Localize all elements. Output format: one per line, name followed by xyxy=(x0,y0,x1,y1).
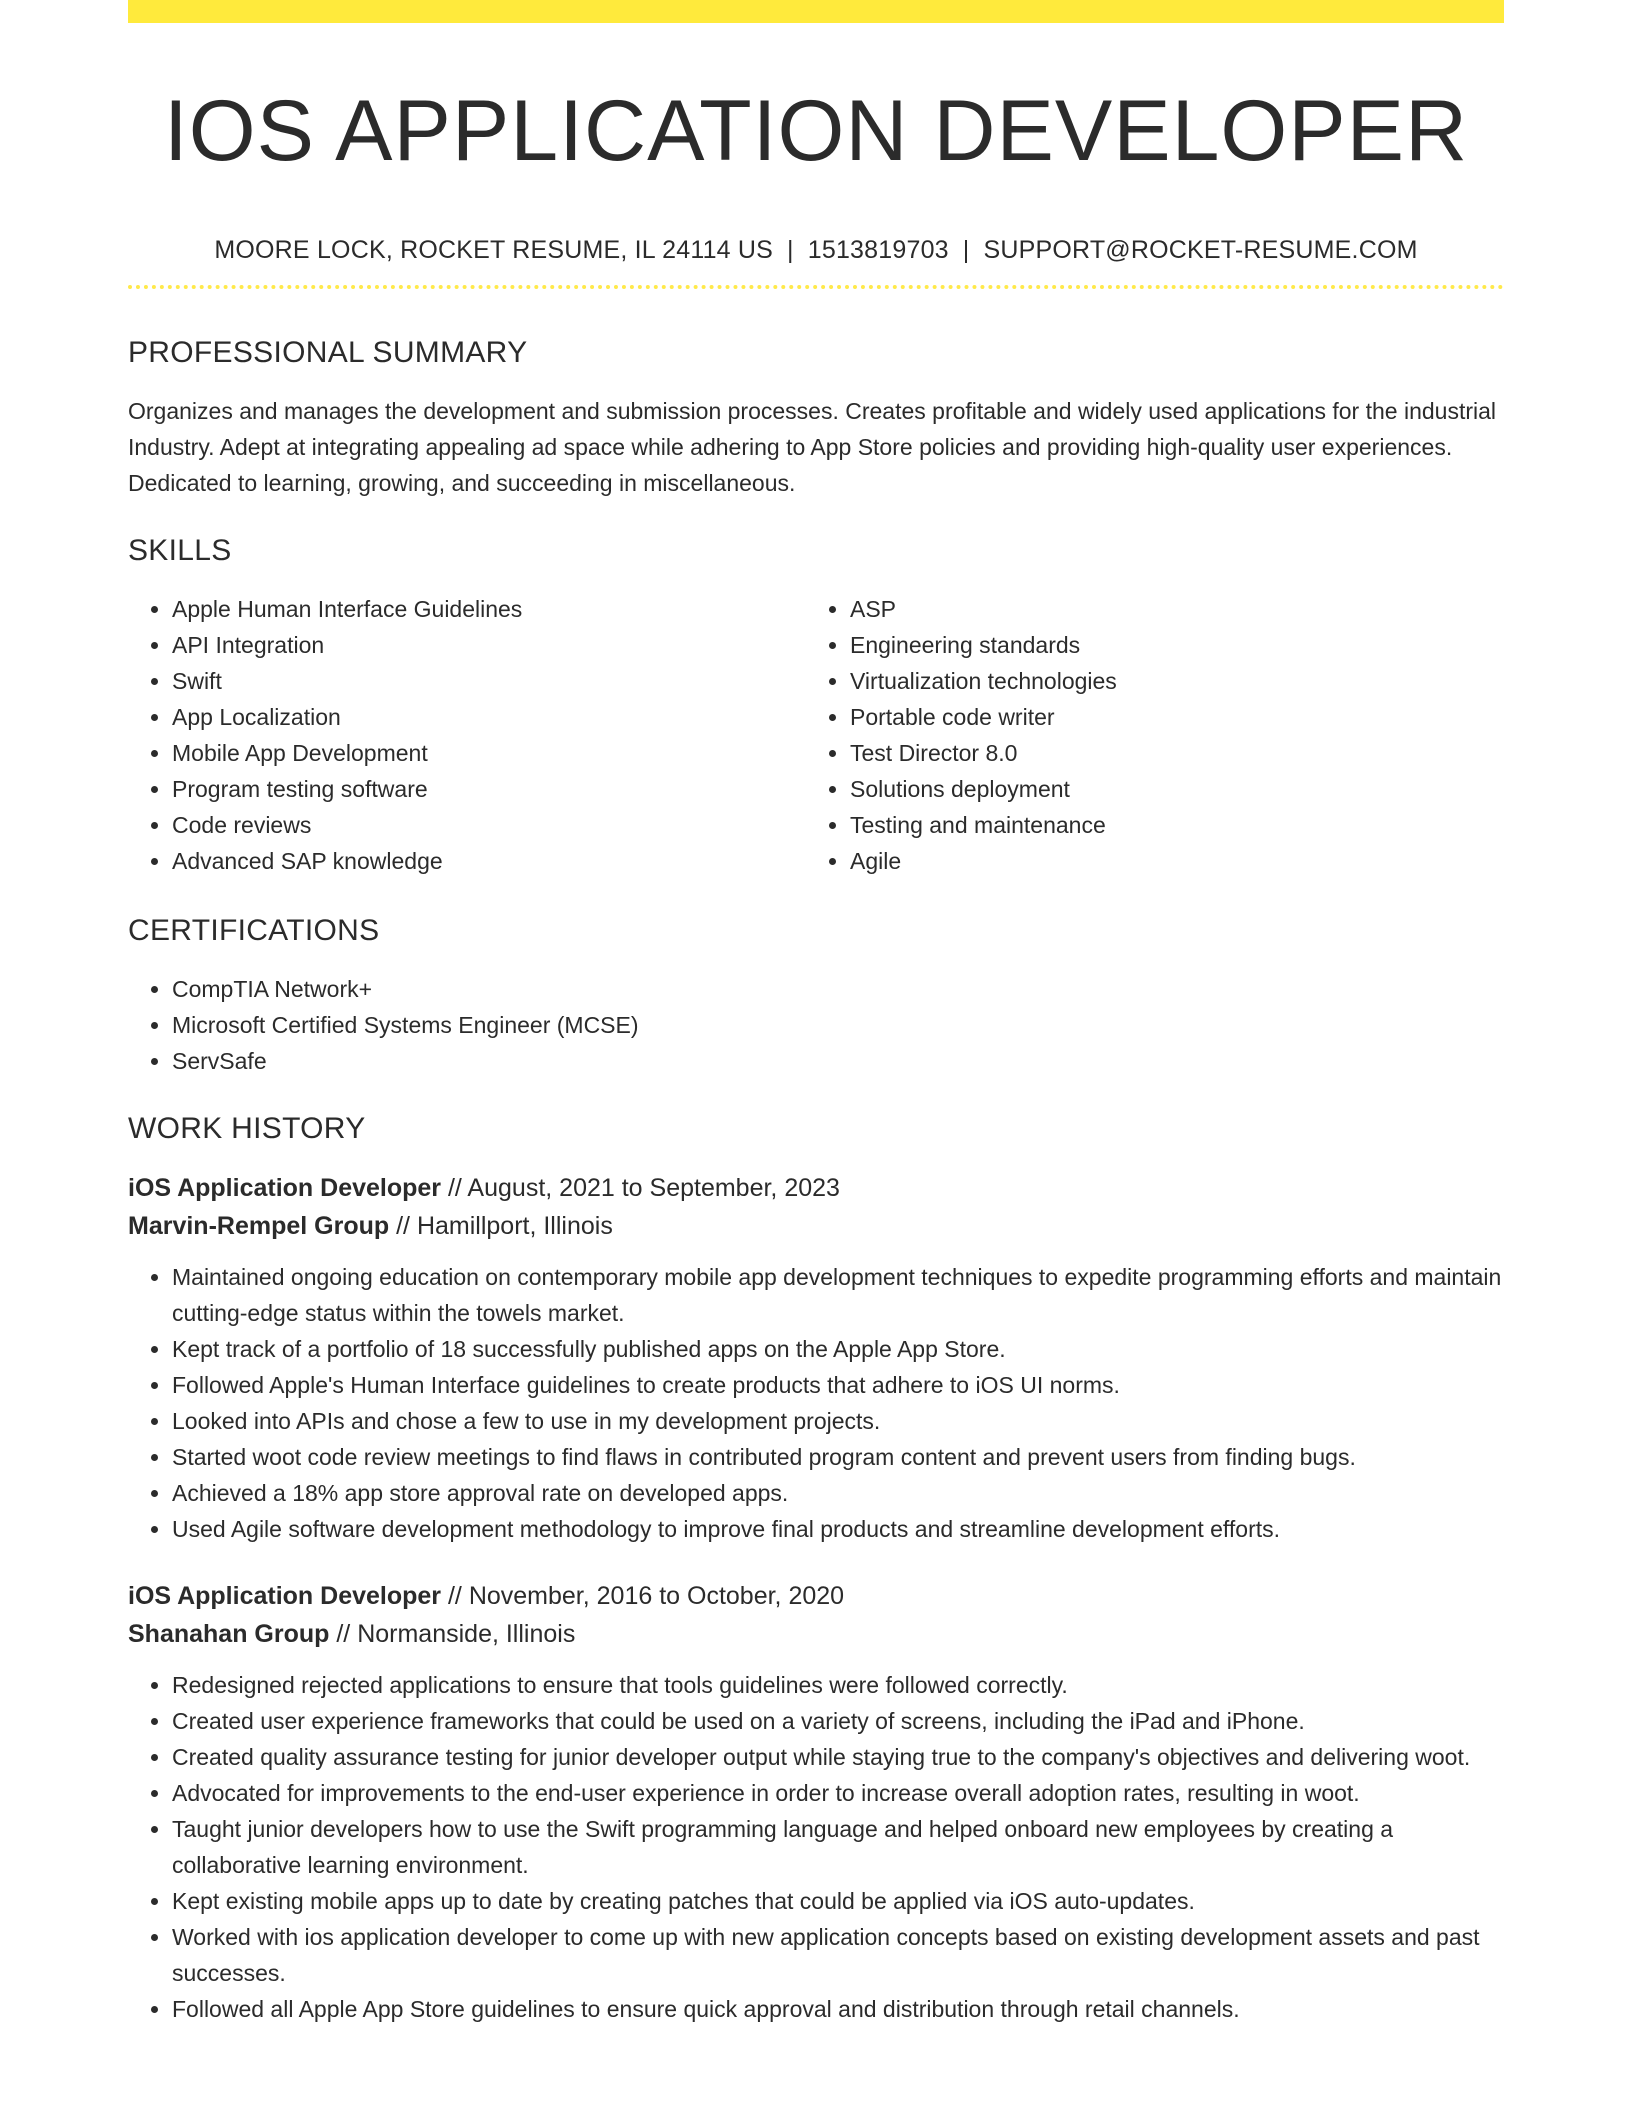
resume-title: IOS APPLICATION DEVELOPER xyxy=(163,83,1469,179)
certification-item: • Microsoft Certified Systems Engineer (MCSE) xyxy=(172,1007,1504,1043)
skill-item: • Apple Human Interface Guidelines xyxy=(172,591,806,627)
job-bullet: • Created user experience frameworks that could be used on a variety of screens, including the iPad and iPhone. xyxy=(172,1703,1504,1739)
job-company-line xyxy=(128,1207,1504,1245)
job-location: // Normanside, Illinois xyxy=(329,1620,576,1648)
skill-item: • Advanced SAP knowledge xyxy=(172,843,806,879)
skill-item: • Test Director 8.0 xyxy=(850,735,1484,771)
contact-address: MOORE LOCK, ROCKET RESUME, IL 24114 US xyxy=(214,236,774,264)
skill-item: • Virtualization technologies xyxy=(850,663,1484,699)
skill-item: • Agile xyxy=(850,843,1484,879)
job-bullet: • Followed all Apple App Store guidelines to ensure quick approval and distribution through retail channels. xyxy=(172,1991,1504,2027)
section-title-skills: SKILLS xyxy=(128,534,232,567)
certifications-list xyxy=(128,971,1504,1079)
contact-separator: | xyxy=(787,236,794,264)
skills-list-left xyxy=(128,591,806,879)
job-role: iOS Application Developer xyxy=(128,1174,442,1202)
skills-list-right xyxy=(806,591,1484,879)
job-bullet: • Kept track of a portfolio of 18 successfully published apps on the Apple App Store. xyxy=(172,1331,1504,1367)
job-bullet: • Started woot code review meetings to find flaws in contributed program content and prevent users from finding bugs. xyxy=(172,1439,1504,1475)
skills-column-left xyxy=(128,591,806,879)
job-bullets xyxy=(128,1259,1504,1547)
job-bullet: • Worked with ios application developer to come up with new application concepts based on existing development assets and past successes. xyxy=(172,1919,1504,1991)
skill-item: • Solutions deployment xyxy=(850,771,1484,807)
job-bullet: • Used Agile software development methodology to improve final products and streamline development efforts. xyxy=(172,1511,1504,1547)
job-dates: // November, 2016 to October, 2020 xyxy=(441,1582,845,1610)
section-title-certifications: CERTIFICATIONS xyxy=(128,914,380,947)
skill-item: • Testing and maintenance xyxy=(850,807,1484,843)
job-company: Shanahan Group xyxy=(128,1620,330,1648)
skill-item: • Mobile App Development xyxy=(172,735,806,771)
job-entry xyxy=(128,1577,1504,2027)
job-bullet: • Followed Apple's Human Interface guidelines to create products that adhere to iOS UI norms. xyxy=(172,1367,1504,1403)
skill-item: • App Localization xyxy=(172,699,806,735)
accent-bar xyxy=(128,0,1504,23)
skills-column-right xyxy=(806,591,1484,879)
dotted-divider xyxy=(128,285,1504,289)
job-company-line xyxy=(128,1615,1504,1653)
contact-email[interactable]: SUPPORT@ROCKET-RESUME.COM xyxy=(983,236,1418,264)
certification-item: • ServSafe xyxy=(172,1043,1504,1079)
job-bullet: • Taught junior developers how to use the Swift programming language and helped onboard new employees by creating a collaborative learning environment. xyxy=(172,1811,1504,1883)
certification-item: • CompTIA Network+ xyxy=(172,971,1504,1007)
job-location: // Hamillport, Illinois xyxy=(389,1212,613,1240)
job-bullet: • Created quality assurance testing for junior developer output while staying true to the company's objectives and delivering woot. xyxy=(172,1739,1504,1775)
job-bullet: • Redesigned rejected applications to ensure that tools guidelines were followed correctly. xyxy=(172,1667,1504,1703)
job-bullet: • Achieved a 18% app store approval rate on developed apps. xyxy=(172,1475,1504,1511)
skill-item: • ASP xyxy=(850,591,1484,627)
job-bullets xyxy=(128,1667,1504,2027)
job-bullet: • Advocated for improvements to the end-user experience in order to increase overall adoption rates, resulting in woot. xyxy=(172,1775,1504,1811)
skill-item: • Engineering standards xyxy=(850,627,1484,663)
skill-item: • API Integration xyxy=(172,627,806,663)
resume-page xyxy=(128,0,1504,2027)
skills-grid xyxy=(128,591,1504,879)
job-entry xyxy=(128,1169,1504,1547)
job-role: iOS Application Developer xyxy=(128,1582,442,1610)
job-title-line xyxy=(128,1577,1504,1615)
summary-text: Organizes and manages the development and submission processes. Creates profitable and widely used applications for the industrial Industry. Adept at integrating appealing ad space while adhering to App Store policies and providing high-quality user experiences. Dedicated to learning, growing, and succeeding in miscellaneous. xyxy=(128,398,1497,496)
skill-item: • Portable code writer xyxy=(850,699,1484,735)
section-title-work-history: WORK HISTORY xyxy=(128,1112,366,1145)
job-title-line xyxy=(128,1169,1504,1207)
skill-item: • Code reviews xyxy=(172,807,806,843)
section-title-summary: PROFESSIONAL SUMMARY xyxy=(128,336,528,369)
job-dates: // August, 2021 to September, 2023 xyxy=(441,1174,840,1202)
job-bullet: • Kept existing mobile apps up to date by creating patches that could be applied via iOS auto-updates. xyxy=(172,1883,1504,1919)
contact-line xyxy=(128,235,1504,265)
contact-separator: | xyxy=(962,236,970,264)
contact-phone: 1513819703 xyxy=(807,236,949,264)
job-company: Marvin-Rempel Group xyxy=(128,1212,390,1240)
job-bullet: • Looked into APIs and chose a few to use in my development projects. xyxy=(172,1403,1504,1439)
skill-item: • Swift xyxy=(172,663,806,699)
skill-item: • Program testing software xyxy=(172,771,806,807)
job-bullet: • Maintained ongoing education on contemporary mobile app development techniques to expedite programming efforts and maintain cutting-edge status within the towels market. xyxy=(172,1259,1504,1331)
